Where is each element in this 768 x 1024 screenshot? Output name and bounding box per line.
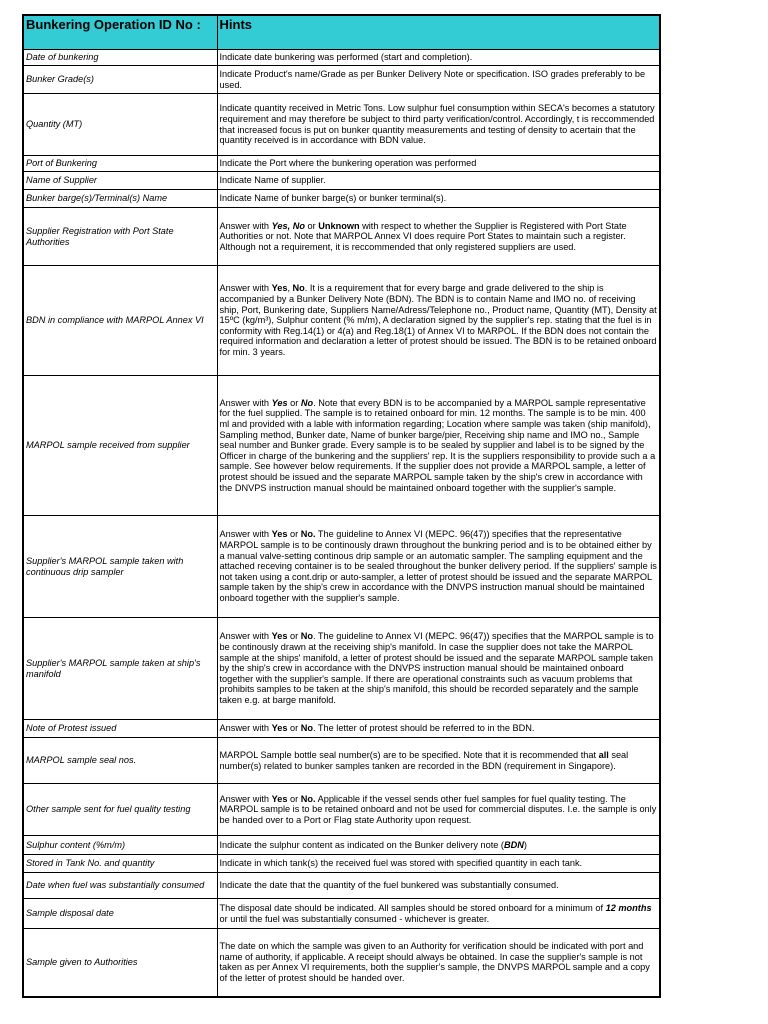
hint-fragment: , (287, 283, 293, 294)
hint-fragment: or (287, 397, 301, 408)
header-operation-id[interactable]: Bunkering Operation ID No : (23, 15, 217, 50)
table-row (23, 516, 660, 618)
hint-fragment: Indicate Name of bunker barge(s) or bunker terminal(s). (219, 193, 447, 204)
hint-fragment: or (304, 220, 319, 231)
field-label[interactable]: Bunker barge(s)/Terminal(s) Name (23, 190, 217, 208)
hint-emphasis: Yes (271, 723, 288, 734)
hint-text (217, 66, 660, 94)
hint-fragment: ) (523, 839, 527, 850)
hint-fragment: Indicate the sulphur content as indicated on the Bunker delivery note ( (219, 839, 504, 850)
field-label[interactable]: Supplier's MARPOL sample taken at ship's manifold (23, 618, 217, 720)
header-hints: Hints (217, 15, 660, 50)
hint-emphasis: No. (300, 529, 316, 540)
hint-emphasis: Yes (271, 631, 288, 642)
hint-text (217, 190, 660, 208)
hint-emphasis: Yes (271, 793, 288, 804)
field-label[interactable]: Quantity (MT) (23, 94, 217, 156)
table-row (23, 784, 660, 836)
hint-fragment: Answer with (219, 529, 272, 540)
hint-fragment: Indicate in which tank(s) the received fuel was stored with specified quantity in each tank. (219, 858, 583, 869)
hint-fragment: Answer with (219, 220, 272, 231)
hint-emphasis: BDN (503, 839, 524, 850)
hint-fragment: or (287, 529, 301, 540)
hint-emphasis: all (598, 749, 609, 760)
hint-emphasis: Yes (271, 283, 288, 294)
table-row (23, 156, 660, 172)
hint-emphasis: No (292, 283, 305, 294)
field-label[interactable]: Sample given to Authorities (23, 929, 217, 997)
field-label[interactable]: Sulphur content (%m/m) (23, 836, 217, 855)
hint-text (217, 208, 660, 266)
field-label[interactable]: Bunker Grade(s) (23, 66, 217, 94)
hint-text (217, 266, 660, 376)
hint-emphasis: Yes (271, 529, 288, 540)
hint-text (217, 94, 660, 156)
hint-text (217, 899, 660, 929)
field-label[interactable]: Date of bunkering (23, 50, 217, 66)
hint-text (217, 873, 660, 899)
field-label[interactable]: Port of Bunkering (23, 156, 217, 172)
hint-text (217, 929, 660, 997)
hint-emphasis: No. (300, 793, 316, 804)
hint-emphasis: Yes (271, 397, 288, 408)
hint-fragment: or until the fuel was substantially consumed - whichever is greater. (219, 913, 490, 924)
hint-fragment: The disposal date should be indicated. All samples should be stored onboard for a minimum of (219, 902, 606, 913)
hint-text (217, 836, 660, 855)
hint-fragment: Indicate Name of supplier. (219, 175, 326, 186)
field-label[interactable]: Other sample sent for fuel quality testing (23, 784, 217, 836)
hint-fragment: Answer with (219, 631, 272, 642)
field-label[interactable]: Note of Protest issued (23, 720, 217, 738)
hint-fragment: Answer with (219, 397, 272, 408)
hint-fragment: . It is a requirement that for every barge and grade delivered to the ship is accompanied by a Bunker Delivery Note (BDN). The BDN is to contain Name and IMO no. of receiving ship, Port, Bunkering date, Suppliers Name/Adress/Telephone no., Product name, Quantity (MT), Density at 15ºC (kg/m³), Sulphur content (% m/m), A declaration signed by the supplier's rep. stating that the fuel is in conformity with Reg.14(1) or 4(a) and Reg.18(1) of Annex VI to MARPOL. If the BDN does not contain the required information and declaration a letter of protest should be issued. The BDN is to be retained onboard for min. 3 years. (219, 283, 657, 357)
hint-fragment: Indicate Product's name/Grade as per Bunker Delivery Note or specification. ISO grades preferably to be used. (219, 68, 646, 90)
hints-table (22, 14, 661, 998)
table-row (23, 50, 660, 66)
field-label[interactable]: Stored in Tank No. and quantity (23, 855, 217, 873)
hint-fragment: . The letter of protest should be referred to in the BDN. (312, 723, 535, 734)
table-row (23, 738, 660, 784)
hint-fragment: Applicable if the vessel sends other fuel samples for fuel quality testing. The MARPOL sample is to be retained onboard and not be used for commercial disputes. I.e. the sample is only be handed over to a Port or Flag state Authority upon request. (219, 793, 657, 825)
hint-text (217, 172, 660, 190)
hint-fragment: Indicate the date that the quantity of the fuel bunkered was substantially consumed. (219, 880, 559, 891)
hint-fragment: Indicate date bunkering was performed (start and completion). (219, 52, 473, 63)
bunkering-hints-sheet (22, 14, 659, 998)
hint-fragment: MARPOL Sample bottle seal number(s) are to be specified. Note that it is recommended that (219, 749, 599, 760)
hint-fragment: or (287, 793, 301, 804)
table-row (23, 618, 660, 720)
table-row (23, 720, 660, 738)
table-row (23, 376, 660, 516)
hint-fragment: or (287, 631, 301, 642)
field-label[interactable]: MARPOL sample seal nos. (23, 738, 217, 784)
field-label[interactable]: Name of Supplier (23, 172, 217, 190)
hint-fragment: Answer with (219, 723, 272, 734)
table-row (23, 929, 660, 997)
hint-emphasis: 12 months (605, 902, 652, 913)
table-row (23, 873, 660, 899)
hint-text (217, 50, 660, 66)
hint-emphasis: Unknown (318, 220, 360, 231)
table-row (23, 190, 660, 208)
hint-text (217, 855, 660, 873)
hint-fragment: Answer with (219, 793, 272, 804)
hint-fragment: Indicate the Port where the bunkering operation was performed (219, 158, 477, 169)
field-label[interactable]: MARPOL sample received from supplier (23, 376, 217, 516)
table-row (23, 94, 660, 156)
hint-fragment: The date on which the sample was given to an Authority for verification should be indicated with port and name of authority, if applicable. A receipt should always be obtained. In case the supplier's sample is not taken as per Annex VI requirements, both the supplier's sample, the DNVPS MARPOL sample and a copy of the letter of protest should be handed over. (219, 941, 650, 983)
table-row (23, 855, 660, 873)
table-row (23, 208, 660, 266)
table-row (23, 899, 660, 929)
hint-fragment: Answer with (219, 283, 272, 294)
hint-text (217, 618, 660, 720)
hint-text (217, 720, 660, 738)
table-row (23, 266, 660, 376)
hint-emphasis: No (300, 631, 313, 642)
hint-fragment: or (287, 723, 301, 734)
hint-text (217, 784, 660, 836)
hint-text (217, 738, 660, 784)
hint-text (217, 156, 660, 172)
table-row (23, 836, 660, 855)
hint-fragment: Indicate quantity received in Metric Tons. Low sulphur fuel consumption within SECA's becomes a statutory requirement and may therefore be subject to third party verification/control. Accordingly, t is reccommended that increased focus is put on bunker quantity measurements and testing of density to acertain that the quantity received is in accordance with BDN value. (219, 103, 655, 146)
hint-emphasis: Yes, No (271, 220, 305, 231)
table-row (23, 172, 660, 190)
hint-fragment: . The guideline to Annex VI (MEPC. 96(47)) specifies that the MARPOL sample is to be continously drawn at the receiving ship's manifold. In case the supplier does not take the MARPOL sample at the ships' manifold, a letter of protest should be issued and the separate MARPOL sample taken by the ship's crew in accordance with the DNVPS instruction manual should be maintained onboard together with the supplier's sample. If there are operational constraints such as vacuum problems that prohibits samples to be taken at the ship's manifold, this should be recorded separately and the sample taken e.g. at barge manifold. (219, 631, 654, 705)
hint-fragment: The guideline to Annex VI (MEPC. 96(47)) specifies that the representative MARPOL sample is to be continously drawn throughout the bunkring period and is to be obtained either by a manual valve-setting continous drip sample or an automatic sampler. The sampling equipment and the attached receving container is to be sealed throughout the bunker delivery period. If the suppliers' sample is not taken using a cont.drip or auto-sampler, a letter of protest should be issued and the separate MARPOL sample taken by the ship's crew in accordance with the DNVPS instruction manual should be maintained onboard together with the supplier's sample. (219, 529, 657, 603)
hint-emphasis: No (300, 397, 314, 408)
field-label[interactable]: Supplier Registration with Port State Authorities (23, 208, 217, 266)
field-label[interactable]: Date when fuel was substantially consumed (23, 873, 217, 899)
table-row (23, 66, 660, 94)
hint-text (217, 376, 660, 516)
hint-fragment: . Note that every BDN is to be accompanied by a MARPOL sample representative for the fuel supplied. The sample is to retained onboard for min. 12 months. The sample is to be min. 400 ml and provided with a lable with information regarding; Location where sample was taken (ship manifold), Sampling method, Bunker date, Name of bunker barge/pier, Receiving ship name and IMO no., Sample seal number and Bunker grade. Every sample is to be sealed by supplier and label is to be signed by the Officer in charge of the bunkering and the suppliers' rep. It is the suppliers responsibility to provide such a a sample. See however below requirements. If the supplier does not provide a MARPOL sample, a letter of protest should be issued and the separate MARPOL sample taken by the ship's crew in accordance with the DNVPS instruction manual should be maintained onboard together with the supplier's sample. (219, 397, 656, 493)
hint-fragment: seal number(s) related to bunker samples tanken are recorded in the BDN (requirement in Singapore). (219, 749, 629, 771)
hint-fragment: with respect to whether the Supplier is Registered with Port State Authorities or not. Note that MARPOL Annex VI does require Port States to maintain such a register. Although not a requirement, it is reccommended that only registered suppliers are used. (219, 220, 627, 252)
hint-emphasis: No (300, 723, 313, 734)
table-header-row (23, 15, 660, 50)
field-label[interactable]: BDN in compliance with MARPOL Annex VI (23, 266, 217, 376)
field-label[interactable]: Supplier's MARPOL sample taken with continuous drip sampler (23, 516, 217, 618)
field-label[interactable]: Sample disposal date (23, 899, 217, 929)
hint-text (217, 516, 660, 618)
